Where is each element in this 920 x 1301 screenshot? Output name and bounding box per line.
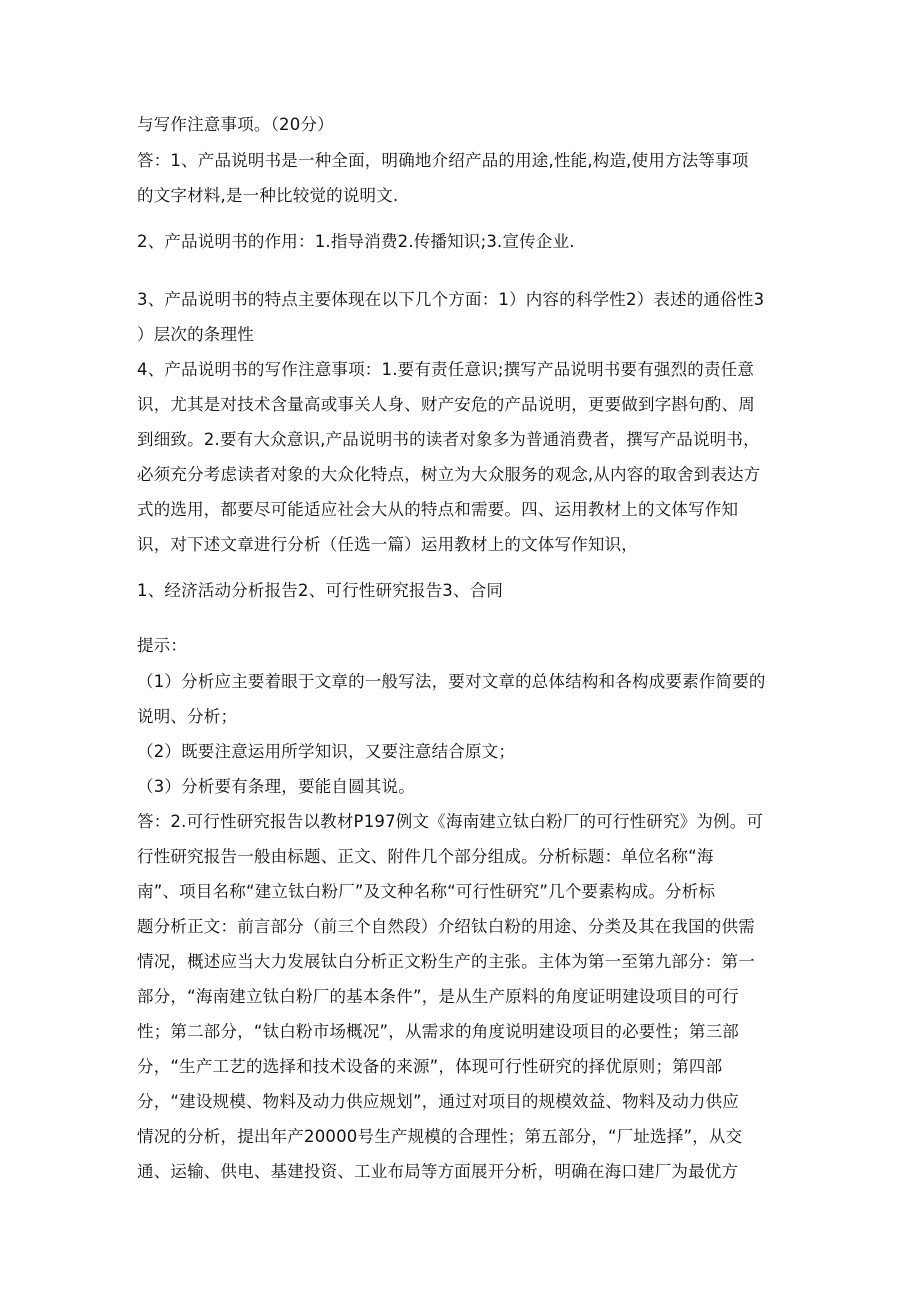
text-line: 南”、项目名称“建立钛白粉厂”及文种名称“可行性研究”几个要素构成。分析标	[137, 882, 716, 901]
text-line: 性；第二部分，“钛白粉市场概况”，从需求的角度说明建设项目的必要性；第三部	[137, 1022, 739, 1041]
text-line: （3）分析要有条理，要能自圆其说。	[137, 777, 415, 796]
text-line: 提示：	[137, 636, 188, 655]
text-line: 说明、分析；	[137, 707, 238, 726]
text-line: 分，“建设规模、物料及动力供应规划”，通过对项目的规模效益、物料及动力供应	[137, 1092, 739, 1111]
text-line: 答：1、产品说明书是一种全面，明确地介绍产品的用途,性能,构造,使用方法等事项	[137, 151, 749, 170]
text-line: 3、产品说明书的特点主要体现在以下几个方面：1）内容的科学性2）表述的通俗性3	[137, 290, 765, 309]
text-line: 行性研究报告一般由标题、正文、附件几个部分组成。分析标题：单位名称“海	[137, 847, 714, 866]
text-line: 式的选用，都要尽可能适应社会大从的特点和需要。四、运用教材上的文体写作知	[137, 500, 739, 519]
text-line: 通、运输、供电、基建投资、工业布局等方面展开分析，明确在海口建厂为最优方	[137, 1162, 739, 1181]
text-line: 题分析正文：前言部分（前三个自然段）介绍钛白粉的用途、分类及其在我国的供需	[137, 917, 755, 936]
text-line: （2）既要注意运用所学知识，又要注意结合原文；	[137, 742, 516, 761]
text-line: 情况，概述应当大力发展钛白分析正文粉生产的主张。主体为第一至第九部分：第一	[137, 952, 755, 971]
text-line: 的文字材料,是一种比较觉的说明文.	[137, 186, 399, 205]
text-line: ）层次的条理性	[137, 325, 254, 344]
text-line: 与写作注意事项。（20分）	[137, 115, 334, 134]
text-line: 情况的分析，提出年产20000号生产规模的合理性；第五部分，“厂址选择”，从交	[137, 1127, 743, 1146]
text-line: 到细致。2.要有大众意识,产品说明书的读者对象多为普通消费者，撰写产品说明书，	[137, 430, 760, 449]
text-line: 答：2.可行性研究报告以教材P197例文《海南建立钛白粉厂的可行性研究》为例。可	[137, 812, 764, 831]
text-line: 部分，“海南建立钛白粉厂的基本条件”，是从生产原料的角度证明建设项目的可行	[137, 987, 739, 1006]
text-line: 分，“生产工艺的选择和技术设备的来源”，体现可行性研究的择优原则；第四部	[137, 1057, 723, 1076]
text-line: 4、产品说明书的写作注意事项：1.要有责任意识;撰写产品说明书要有强烈的责任意	[137, 360, 755, 379]
text-line: 识，尤其是对技术含量高或事关人身、财产安危的产品说明，更要做到字斟句酌、周	[137, 395, 755, 414]
text-line: 1、经济活动分析报告2、可行性研究报告3、合同	[137, 581, 504, 600]
text-line: （1）分析应主要着眼于文章的一般写法，要对文章的总体结构和各构成要素作简要的	[137, 672, 766, 691]
text-line: 2、产品说明书的作用：1.指导消费2.传播知识;3.宣传企业.	[137, 232, 575, 251]
text-line: 识，对下述文章进行分析（任选一篇）运用教材上的文体写作知识，	[137, 535, 638, 554]
text-line: 必须充分考虑读者对象的大众化特点，树立为大众服务的观念,从内容的取舍到表达方	[137, 465, 761, 484]
